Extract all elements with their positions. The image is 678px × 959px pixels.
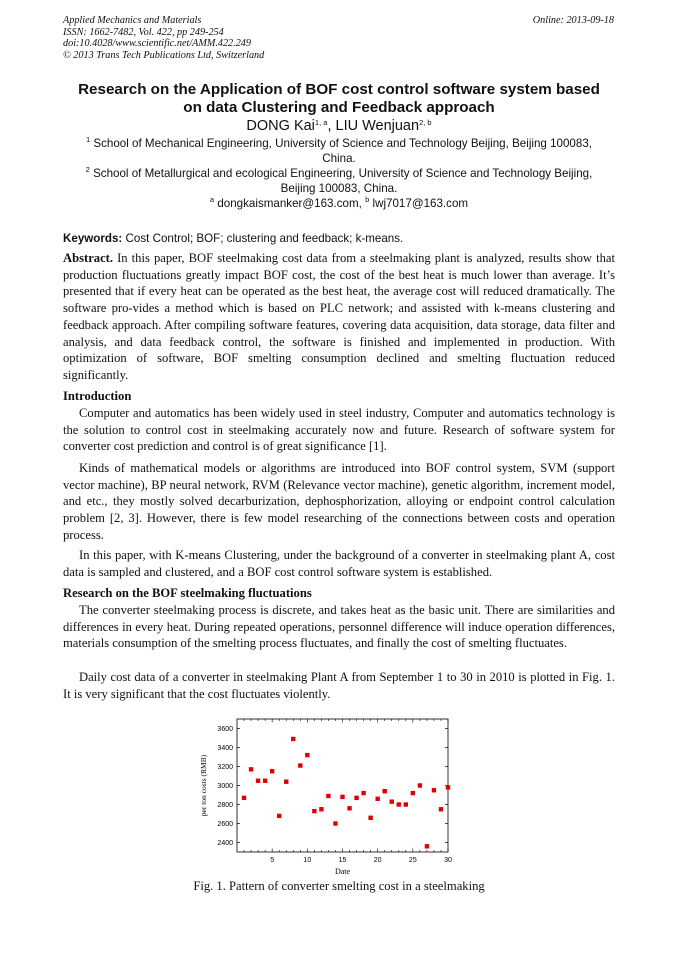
data-point: [425, 844, 429, 848]
email-a-marker: a: [209, 195, 215, 204]
data-point: [446, 785, 450, 789]
data-point: [397, 802, 401, 806]
data-point: [375, 797, 379, 801]
section2-paragraph-2: Daily cost data of a converter in steelmaking Plant A from September 1 to 30 in 2010 is plotted in Fig. 1. It is very significant that the cost fluctuates violently.: [63, 670, 615, 701]
author-line: [40, 118, 638, 135]
y-tick-label: 2400: [217, 840, 233, 847]
keywords-text: Cost Control; BOF; clustering and feedback; k-means.: [125, 232, 404, 245]
online-date: Online: 2013-09-18: [532, 15, 614, 26]
author-1-affil: 1, a: [314, 118, 328, 127]
data-point: [291, 737, 295, 741]
data-point: [305, 753, 309, 757]
abstract-text: In this paper, BOF steelmaking cost data from a steelmaking plant is analyzed, results show that production fluctuations greatly impact BOF cost, the cost of the best heat is much lower than average. It’s presented that if every heat can be operated as the best heat, the average cost will reduced dramatically. The software pro-vides a method which is based on PLC network; and assisted with k-means clustering and feedback approach. After compiling software features, covering data acquisition, data storage, data filter and analysis, and data feedback control, the software is finished and implemented in production. With optimization of software, BOF smelting consumption declined and smelting fluctuation reduced significantly.: [63, 251, 615, 382]
email-b-marker: b: [365, 195, 370, 204]
data-point: [439, 807, 443, 811]
intro-paragraph-2: Kinds of mathematical models or algorithms are introduced into BOF control system, SVM (support vector machine), BP neural network, RVM (Relevance vector machine), genetic algorithm, increment model, and etc., they mostly solved decarburization, dephosphorization, alloying or endpoint control calculation problem [2, 3]. However, there is few model researching of the connections between costs and operation process.: [63, 461, 615, 542]
figure-caption: Fig. 1. Pattern of converter smelting cost in a steelmaking: [193, 879, 485, 893]
copyright-line: © 2013 Trans Tech Publications Ltd, Switzerland: [63, 49, 265, 61]
data-point: [383, 789, 387, 793]
data-point: [256, 779, 260, 783]
x-tick-label: 10: [303, 857, 312, 864]
affiliation-2-line-2: Beijing 100083, China.: [280, 182, 398, 195]
y-tick-label: 2800: [217, 802, 233, 809]
data-point: [298, 763, 302, 767]
intro-paragraph-1: Computer and automatics has been widely used in steel industry, Computer and automatics technology is the solution to control cost in steelmaking accurately now and future. Research of software system for converter cost prediction and control is of great significance [1].: [63, 406, 615, 454]
plot-frame: [237, 719, 448, 852]
keywords-label: Keywords:: [63, 232, 123, 245]
data-point: [263, 779, 267, 783]
abstract-paragraph: [63, 250, 615, 384]
affiliation-2-line-1: School of Metallurgical and ecological Engineering, University of Science and Technology Beijing,: [93, 167, 593, 180]
data-point: [312, 809, 316, 813]
data-point: [390, 799, 394, 803]
affiliation-2: [63, 166, 615, 196]
email-b[interactable]: lwj7017@163.com: [372, 197, 469, 210]
data-point: [319, 807, 323, 811]
data-point: [432, 788, 436, 792]
affiliation-1-number: 1: [85, 135, 91, 144]
data-point: [326, 794, 330, 798]
issn-line: ISSN: 1662-7482, Vol. 422, pp 249-254: [63, 26, 224, 38]
data-point: [404, 802, 408, 806]
data-point: [354, 796, 358, 800]
author-emails: [63, 196, 615, 211]
data-point: [368, 816, 372, 820]
affiliation-1-line-2: China.: [322, 152, 356, 165]
y-axis-label: per ton costs (RMB): [199, 754, 208, 817]
affiliation-2-number: 2: [85, 165, 90, 174]
x-tick-label: 5: [270, 857, 275, 864]
section-heading-introduction: Introduction: [63, 389, 132, 403]
data-point: [361, 791, 365, 795]
x-axis-label: Date: [334, 867, 351, 876]
paper-title: [40, 81, 638, 117]
abstract-label: Abstract.: [63, 251, 114, 265]
email-a[interactable]: dongkaismanker@163.com,: [217, 197, 362, 210]
author-2-affil: 2, b: [419, 118, 432, 127]
journal-name: Applied Mechanics and Materials: [63, 15, 202, 26]
data-point: [333, 821, 337, 825]
keywords-block: [63, 232, 615, 246]
data-point: [418, 783, 422, 787]
data-point: [347, 806, 351, 810]
doi-line: doi:10.4028/www.scientific.net/AMM.422.249: [63, 38, 251, 50]
author-2: LIU Wenjuan: [335, 118, 420, 134]
data-point: [270, 769, 274, 773]
data-point: [340, 795, 344, 799]
y-tick-label: 3200: [217, 764, 233, 771]
x-tick-label: 20: [373, 857, 382, 864]
y-tick-label: 3400: [217, 745, 233, 752]
y-tick-label: 2600: [217, 821, 233, 828]
section-heading-fluctuations: Research on the BOF steelmaking fluctuations: [63, 586, 312, 600]
affiliation-1-line-1: School of Mechanical Engineering, University of Science and Technology Beijing, Beijing 100083,: [93, 137, 593, 150]
data-point: [284, 780, 288, 784]
author-separator: ,: [327, 118, 336, 134]
y-tick-label: 3600: [217, 726, 233, 733]
title-line-1: Research on the Application of BOF cost control software system based: [78, 81, 600, 98]
author-1: DONG Kai: [246, 118, 315, 134]
title-line-2: on data Clustering and Feedback approach: [183, 99, 495, 116]
intro-paragraph-3: In this paper, with K-means Clustering, under the background of a converter in steelmaking plant A, cost data is sampled and clustered, and a BOF cost control software system is established.: [63, 548, 615, 579]
data-point: [277, 814, 281, 818]
section2-paragraph-1: The converter steelmaking process is discrete, and takes heat as the basic unit. There are similarities and differences in every heat. During repeated operations, personnel difference will induce operation differences, materials consumption of the smelting process fluctuates, and finally the cost of smelting fluctuates.: [63, 603, 615, 651]
data-point: [249, 767, 253, 771]
x-tick-label: 30: [444, 857, 452, 864]
y-tick-label: 3000: [217, 783, 233, 790]
data-point: [242, 796, 246, 800]
x-tick-label: 25: [408, 857, 417, 864]
affiliation-1: [63, 136, 615, 166]
x-tick-label: 15: [338, 857, 347, 864]
cost-scatter-chart: [186, 716, 466, 876]
data-point: [411, 791, 415, 795]
journal-metadata: [63, 15, 264, 61]
